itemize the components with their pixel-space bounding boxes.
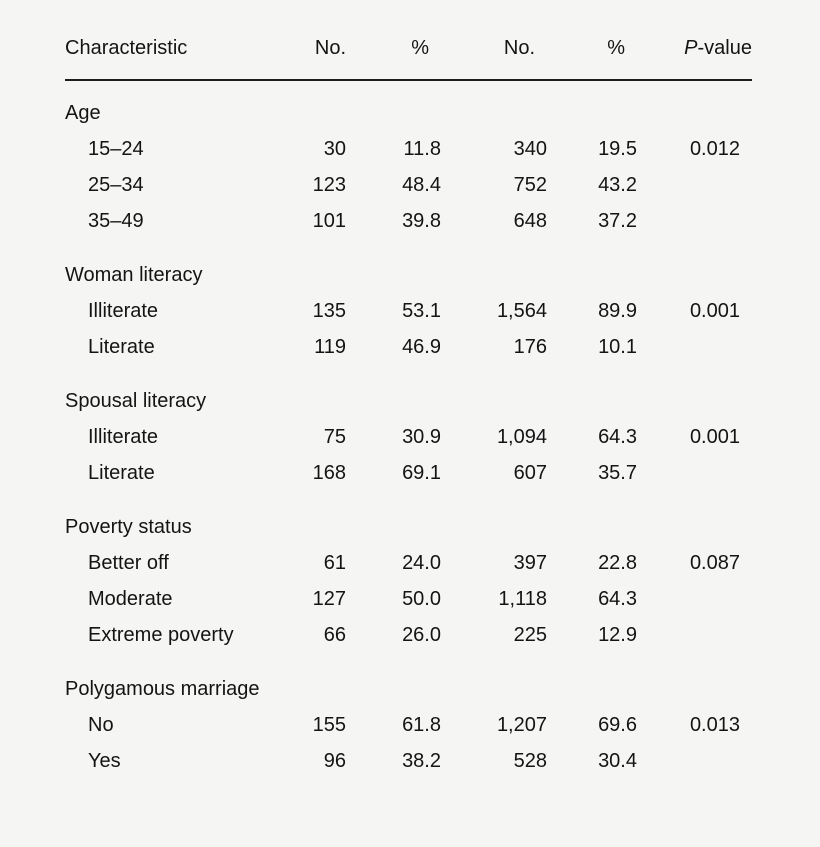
p-value-cell [637,167,752,203]
col-header-p-value [637,38,752,80]
table-row [65,707,752,743]
pct2-cell: 64.3 [598,588,637,610]
row-label: Extreme poverty [88,624,234,646]
table-row [65,203,752,239]
section-header-spousal-literacy [65,365,752,419]
pct2-cell: 64.3 [598,426,637,448]
pct2-cell: 43.2 [598,174,637,196]
pct2-cell: 12.9 [598,624,637,646]
col-header-characteristic: Characteristic [65,38,265,80]
row-label: Literate [88,336,155,358]
row-label: Illiterate [88,300,159,322]
col-header-pct-1: % [346,38,441,80]
section-label: Spousal literacy [65,390,207,412]
pct2-cell: 69.6 [598,714,637,736]
p-value-cell: 0.012 [689,138,740,160]
p-value-suffix: -value [697,37,752,59]
p-value-cell: 0.001 [689,426,740,448]
pct1-cell: 11.8 [403,138,441,160]
row-label: Better off [88,552,169,574]
row-label: No [88,714,114,736]
section-header-woman-literacy [65,239,752,293]
no1-cell: 127 [312,588,346,610]
row-label: Literate [88,462,155,484]
row-label: 35–49 [88,210,144,232]
no1-cell: 168 [312,462,346,484]
no1-cell: 135 [312,300,346,322]
row-label: Yes [88,750,121,772]
pct2-cell: 89.9 [598,300,637,322]
pct1-cell: 46.9 [402,336,441,358]
no1-cell: 75 [323,426,346,448]
p-value-cell [637,581,752,617]
row-label: 15–24 [88,138,144,160]
no2-cell: 397 [513,552,547,574]
pct1-cell: 26.0 [402,624,441,646]
no1-cell: 123 [312,174,346,196]
pct2-cell: 19.5 [598,138,637,160]
pct2-cell: 22.8 [598,552,637,574]
p-value-cell [637,329,752,365]
row-label: Illiterate [88,426,159,448]
p-value-cell [637,617,752,653]
section-header-poverty-status [65,491,752,545]
table-row [65,131,752,167]
pct1-cell: 61.8 [402,714,441,736]
p-value-italic-p: P [684,37,698,59]
col-header-no-1: No. [265,38,346,80]
pct1-cell: 53.1 [402,300,441,322]
no2-cell: 1,094 [496,426,547,448]
no1-cell: 96 [323,750,346,772]
table-row [65,743,752,779]
row-label: 25–34 [88,174,144,196]
no2-cell: 1,564 [496,300,547,322]
pct2-cell: 35.7 [598,462,637,484]
no1-cell: 155 [312,714,346,736]
table-row [65,581,752,617]
pct1-cell: 24.0 [402,552,441,574]
pct1-cell: 30.9 [402,426,441,448]
no1-cell: 61 [323,552,346,574]
no2-cell: 1,118 [498,588,547,610]
no1-cell: 66 [323,624,346,646]
pct1-cell: 48.4 [402,174,441,196]
no2-cell: 340 [513,138,547,160]
no1-cell: 30 [323,138,346,160]
section-label: Age [65,102,101,124]
table-row [65,545,752,581]
pct2-cell: 37.2 [598,210,637,232]
no1-cell: 119 [314,336,346,358]
p-value-cell [637,203,752,239]
row-label: Moderate [88,588,173,610]
no2-cell: 225 [513,624,547,646]
col-header-no-2: No. [441,38,547,80]
p-value-cell [637,455,752,491]
no2-cell: 528 [513,750,547,772]
p-value-cell [637,743,752,779]
section-header-age [65,80,752,131]
section-header-polygamous-marriage [65,653,752,707]
table-row [65,455,752,491]
no2-cell: 1,207 [496,714,547,736]
table-row [65,293,752,329]
stats-table [65,38,752,779]
no2-cell: 176 [513,336,547,358]
no2-cell: 607 [513,462,547,484]
table-header-row [65,38,752,80]
p-value-cell: 0.001 [689,300,740,322]
section-label: Polygamous marriage [65,678,260,700]
pct2-cell: 10.1 [598,336,637,358]
no2-cell: 752 [513,174,547,196]
no1-cell: 101 [312,210,346,232]
section-label: Poverty status [65,516,192,538]
table-row [65,329,752,365]
pct1-cell: 39.8 [402,210,441,232]
no2-cell: 648 [513,210,547,232]
pct2-cell: 30.4 [598,750,637,772]
pct1-cell: 69.1 [402,462,441,484]
table-row [65,419,752,455]
pct1-cell: 38.2 [402,750,441,772]
pct1-cell: 50.0 [402,588,441,610]
section-label: Woman literacy [65,264,203,286]
p-value-cell: 0.087 [689,552,740,574]
table-row [65,617,752,653]
table-row [65,167,752,203]
p-value-cell: 0.013 [689,714,740,736]
col-header-pct-2: % [547,38,637,80]
